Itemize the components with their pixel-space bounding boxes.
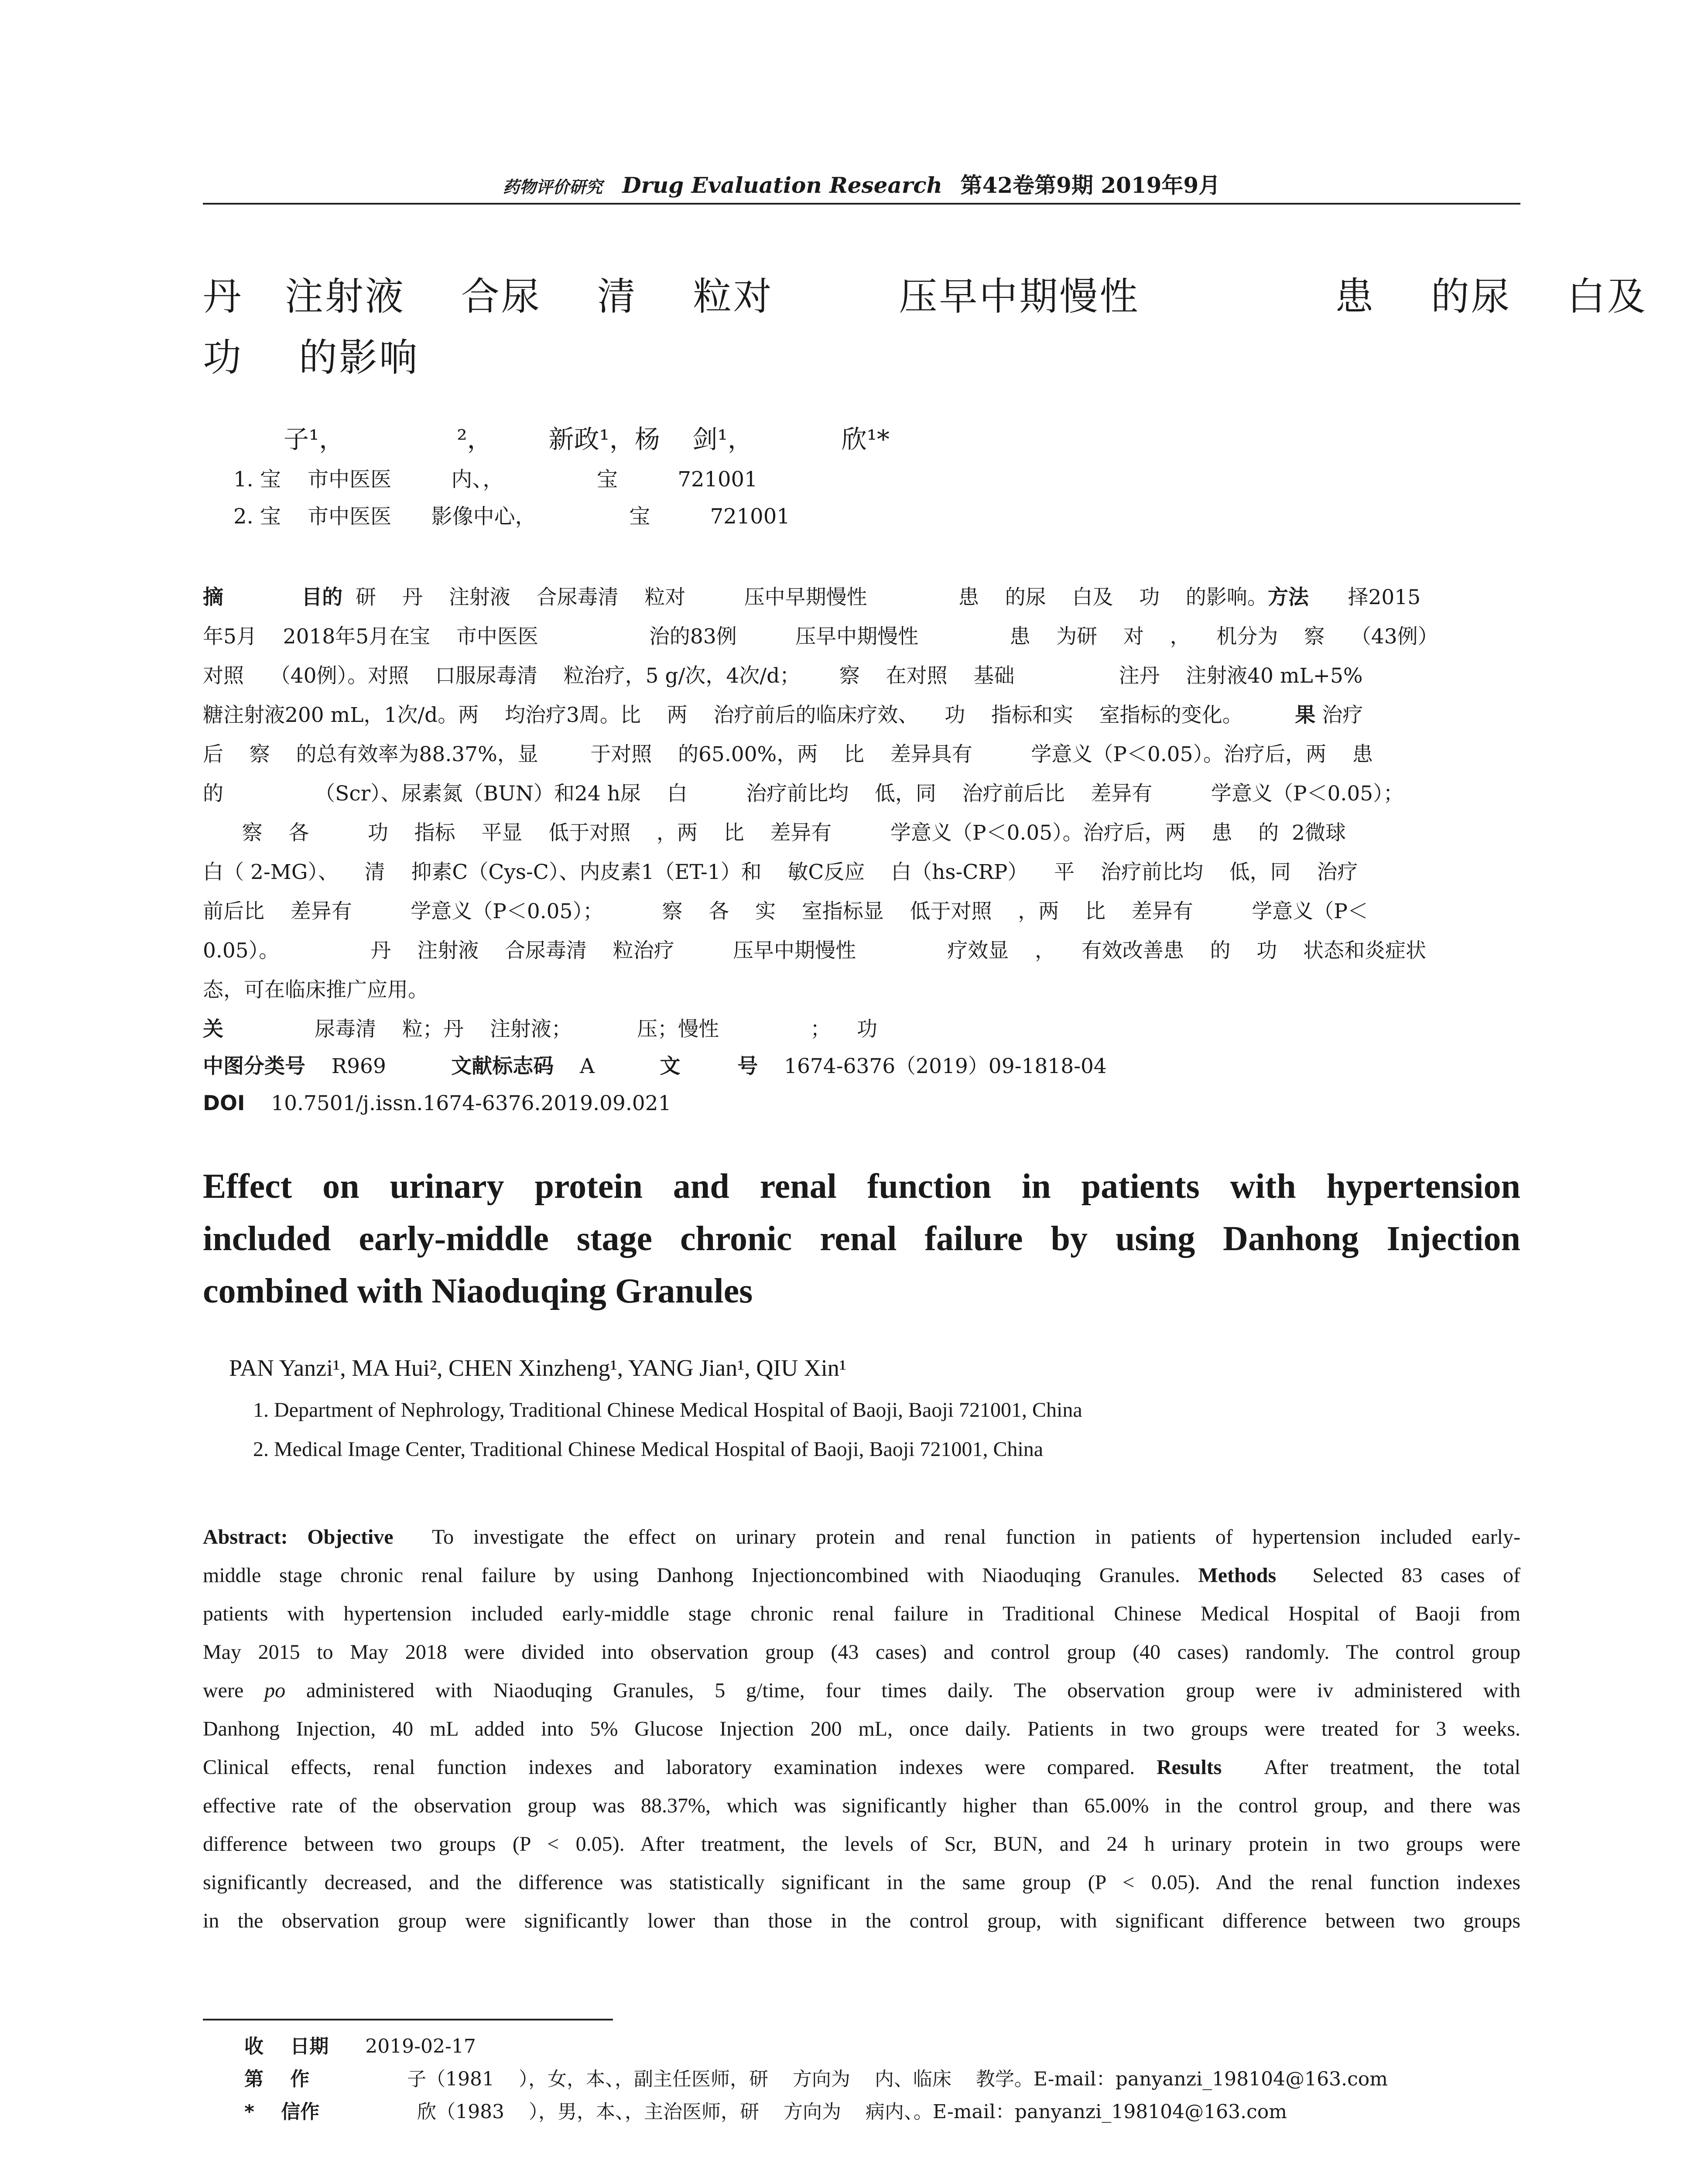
- doi-line: [203, 1084, 1520, 1123]
- cn-classification: [203, 1047, 1520, 1086]
- cn-objective-label: 目的: [301, 585, 343, 609]
- cn-abstract-line: 年5月 2018年5月在宝 市中医医 治的83例 压早中期慢性 患 为研 对 ， 机分为 察 （43例）: [203, 625, 1438, 649]
- doi-label: DOI: [203, 1091, 245, 1115]
- cn-abstract-line: 察 各 功 指标 平显 低于对照 ，两 比 差异有 学意义（P＜0.05）。治疗后，两 患 的 2微球: [203, 821, 1346, 845]
- en-title-line: Effect on urinary protein and renal function in patients with hypertension: [203, 1167, 1520, 1206]
- doi-value: 10.7501/j.issn.1674-6376.2019.09.021: [271, 1091, 671, 1115]
- en-abstract-text: To investigate the effect on urinary protein and renal function in patients of hypertension included early-: [432, 1525, 1520, 1549]
- en-abstract-line: in the observation group were significantly lower than those in the control group, with significant difference between two groups: [203, 1909, 1520, 1932]
- en-abstract-text: were: [203, 1679, 244, 1702]
- footnote-text: 2019-02-17: [365, 2035, 476, 2058]
- cn-abstract-line: 白（ 2-MG）、 清 抑素C（Cys-C）、内皮素1（ET-1）和 敏C反应 白（hs-CRP） 平 治疗前比均 低，同 治疗: [203, 860, 1358, 884]
- en-results-label: Results: [1156, 1756, 1222, 1779]
- en-affiliation: 2. Medical Image Center, Traditional Chinese Medical Hospital of Baoji, Baoji 721001, China: [253, 1438, 1044, 1461]
- en-abstract-line: May 2015 to May 2018 were divided into observation group (43 cases) and control group (40 cases) randomly. The control group: [203, 1641, 1520, 1664]
- en-title-line: included early-middle stage chronic renal failure by using Danhong Injection: [203, 1220, 1520, 1258]
- cn-abstract-line: 糖注射液200 mL，1次/d。两 均治疗3周。比 两 治疗前后的临床疗效、 功 指标和实 室指标的变化。: [203, 703, 1243, 727]
- footnote-label: 第 作: [244, 2068, 310, 2090]
- en-authors: PAN Yanzi¹, MA Hui², CHEN Xinzheng¹, YANG Jian¹, QIU Xin¹: [229, 1355, 846, 1381]
- cn-abstract-line: 前后比 差异有 学意义（P＜0.05）； 察 各 实 室指标显 低于对照 ，两 比 差异有 学意义（P＜: [203, 899, 1368, 923]
- journal-name: Drug Evaluation Research: [622, 172, 943, 198]
- cn-abstract-text: 研 丹 注射液 合尿毒清 粒对 压中早期慢性 患 的尿 白及 功 的影响。: [356, 585, 1268, 609]
- en-affiliation: 1. Department of Nephrology, Traditional Chinese Medical Hospital of Baoji, Baoji 721001, China: [253, 1398, 1082, 1422]
- cn-keywords-label: 关: [203, 1017, 223, 1041]
- footnote-first-author: [244, 2063, 1388, 2091]
- footnote-label: 收 日期: [244, 2035, 329, 2058]
- cn-method-tail: 择2015: [1348, 585, 1421, 609]
- clc-label: 中图分类号: [203, 1054, 305, 1078]
- cn-abstract-line: 0.05）。 丹 注射液 合尿毒清 粒治疗 压早中期慢性 疗效显 ， 有效改善患 的 功 状态和炎症状: [203, 939, 1427, 963]
- doc-code-value: A: [580, 1054, 595, 1078]
- en-abstract-line: Danhong Injection, 40 mL added into 5% Glucose Injection 200 mL, once daily. Patients in two groups were treated for 3 weeks.: [203, 1717, 1520, 1740]
- cn-authors: 子¹， ²， 新政¹，杨 剑¹， 欣¹*: [284, 424, 890, 454]
- en-abstract: [203, 1518, 1520, 1940]
- cn-affiliation: 1. 宝 市中医医 内、， 宝 721001: [233, 467, 758, 492]
- en-abstract-text: administered with Niaoduqing Granules, 5 g/time, four times daily. The observation group were iv administered with: [306, 1679, 1520, 1702]
- en-abstract-line: significantly decreased, and the difference was statistically significant in the same group (P < 0.05). And the renal function indexes: [203, 1871, 1520, 1894]
- cn-keywords-text: 尿毒清 粒；丹 注射液； 压；慢性 ； 功: [315, 1017, 878, 1041]
- en-abstract-italic: po: [264, 1679, 286, 1702]
- en-methods-label: Methods: [1198, 1564, 1277, 1587]
- footnote-received: [244, 2031, 476, 2058]
- article-no-value: 1674-6376（2019）09-1818-04: [784, 1054, 1107, 1078]
- en-abstract-line: difference between two groups (P < 0.05). After treatment, the levels of Scr, BUN, and 24 h urinary protein in two groups were: [203, 1832, 1520, 1856]
- en-abstract-label: Abstract:: [203, 1525, 288, 1549]
- issue-info: 第42卷第9期 2019年9月: [960, 172, 1221, 198]
- en-abstract-text: After treatment, the total: [1264, 1756, 1521, 1779]
- cn-method-label: 方法: [1267, 585, 1309, 609]
- cn-abstract: [203, 578, 1520, 1010]
- cn-result-label: 果: [1295, 703, 1316, 727]
- header-rule: [203, 203, 1520, 205]
- footnote-rule: [203, 2019, 613, 2020]
- footnote-text: 欣（1983 ），男，本、，主治医师，研 方向为 病内、。E-mail：panyanzi_198104@163.com: [417, 2101, 1287, 2123]
- doc-code-label: 文献标志码: [451, 1054, 554, 1078]
- cn-abstract-line: 对照 （40例）。对照 口服尿毒清 粒治疗，5 g/次，4次/d； 察 在对照 基础 注丹 注射液40 mL+5%: [203, 664, 1363, 688]
- cn-abstract-label: 摘: [203, 585, 223, 609]
- journal-logo: 药物评价研究: [503, 177, 602, 197]
- cn-abstract-line: 态，可在临床推广应用。: [203, 978, 428, 1002]
- en-objective-label: Objective: [307, 1525, 394, 1549]
- en-abstract-text: Clinical effects, renal function indexes and laboratory examination indexes were compared.: [203, 1756, 1135, 1779]
- running-header: [203, 168, 1520, 199]
- article-no-label: 文 号: [660, 1054, 758, 1078]
- cn-title-line: 功 的影响: [203, 335, 419, 380]
- clc-value: R969: [331, 1054, 386, 1078]
- footnote-label: * 信作: [244, 2101, 320, 2123]
- footnote-text: 子（1981 ），女，本、，副主任医师，研 方向为 内、临床 教学。E-mail：panyanzi_198104@163.com: [407, 2068, 1388, 2090]
- cn-affiliation: 2. 宝 市中医医 影像中心， 宝 721001: [233, 504, 790, 529]
- footnote-corresponding: [244, 2096, 1287, 2124]
- en-title-line: combined with Niaoduqing Granules: [203, 1272, 753, 1310]
- cn-title-line: 丹 注射液 合尿 清 粒对 压早中期慢性 患 的尿 白及: [203, 274, 1647, 319]
- en-abstract-line: patients with hypertension included early-middle stage chronic renal failure in Traditional Chinese Medical Hospital of Baoji from: [203, 1602, 1520, 1625]
- cn-keywords: [203, 1010, 1520, 1049]
- en-abstract-text: middle stage chronic renal failure by using Danhong Injectioncombined with Niaoduqing Granules.: [203, 1564, 1180, 1587]
- en-title: [203, 1160, 1520, 1317]
- cn-result-tail: 治疗: [1322, 703, 1363, 727]
- cn-abstract-line: 的 （Scr）、尿素氮（BUN）和24 h尿 白 治疗前比均 低，同 治疗前后比 差异有 学意义（P＜0.05）；: [203, 782, 1404, 806]
- cn-title: [203, 266, 1647, 388]
- cn-abstract-line: 后 察 的总有效率为88.37%，显 于对照 的65.00%，两 比 差异具有 学意义（P＜0.05）。治疗后，两 患: [203, 742, 1373, 766]
- en-abstract-line: effective rate of the observation group was 88.37%, which was significantly higher than 65.00% in the control group, and there was: [203, 1794, 1520, 1817]
- en-abstract-text: Selected 83 cases of: [1312, 1564, 1521, 1587]
